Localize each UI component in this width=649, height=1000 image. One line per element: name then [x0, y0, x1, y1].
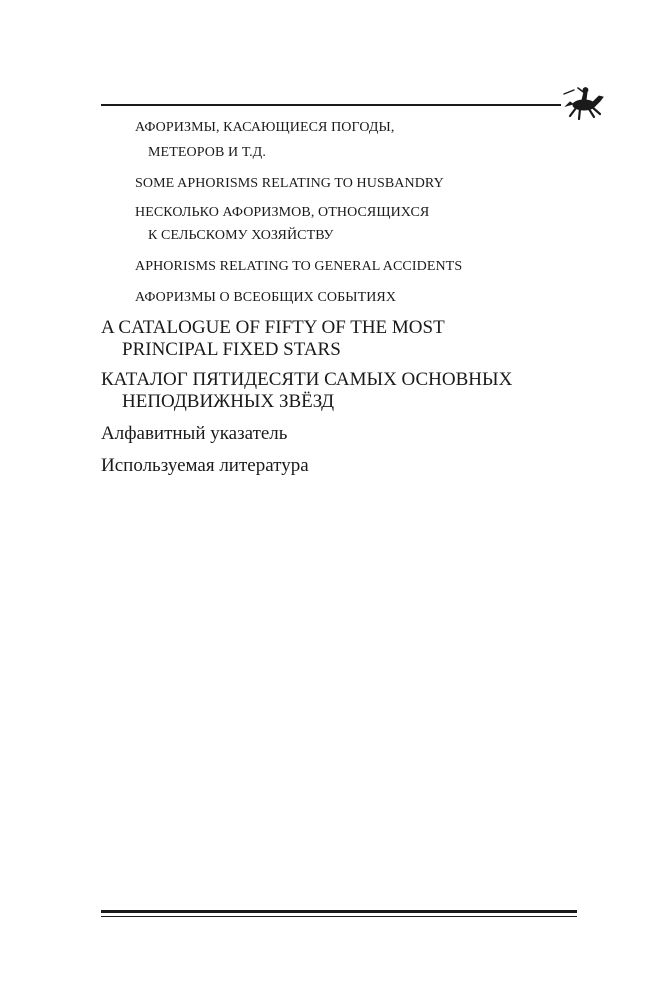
toc-entry-title-line: SOME APHORISMS RELATING TO HUSBANDRY [135, 176, 444, 191]
toc-entry-title-line: Алфавитный указатель [101, 423, 288, 444]
toc-entry-title-line: Используемая литература [101, 455, 309, 476]
toc-entry-title-line: APHORISMS RELATING TO GENERAL ACCIDENTS [135, 259, 463, 274]
horseman-emblem-icon [562, 84, 608, 124]
toc-entry-title-line: К СЕЛЬСКОМУ ХОЗЯЙСТВУ [148, 228, 334, 243]
footer-rule-thin [101, 916, 577, 917]
header-rule [101, 104, 561, 106]
toc-entry-title-line: PRINCIPAL FIXED STARS [122, 339, 341, 360]
toc-entry-title-line: НЕПОДВИЖНЫХ ЗВЁЗД [122, 391, 335, 412]
toc-entry-title-line: A CATALOGUE OF FIFTY OF THE MOST [101, 317, 445, 338]
toc-entry-title-line: НЕСКОЛЬКО АФОРИЗМОВ, ОТНОСЯЩИХСЯ [135, 205, 430, 220]
toc-entry-title-line: МЕТЕОРОВ И Т.Д. [148, 145, 266, 160]
toc-entry-title-line: АФОРИЗМЫ, КАСАЮЩИЕСЯ ПОГОДЫ, [135, 120, 395, 135]
toc-entry-title-line: КАТАЛОГ ПЯТИДЕСЯТИ САМЫХ ОСНОВНЫХ [101, 369, 513, 390]
toc-entry-title-line: АФОРИЗМЫ О ВСЕОБЩИХ СОБЫТИЯХ [135, 290, 397, 305]
footer-rule-thick [101, 910, 577, 913]
